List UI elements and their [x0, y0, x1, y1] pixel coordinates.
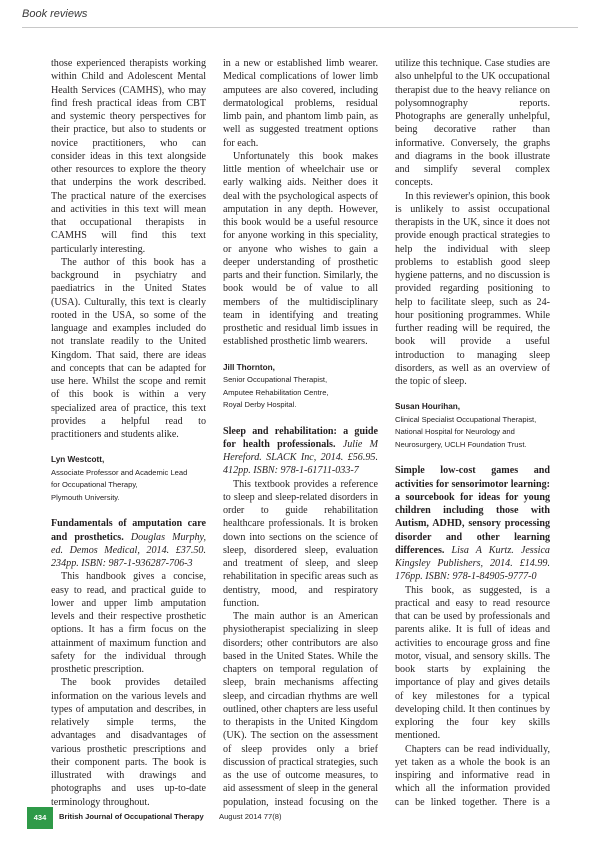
journal-name: British Journal of Occupational Therapy [59, 812, 204, 821]
reviewer-affiliation-line: Neurosurgery, UCLH Foundation Trust. [395, 439, 527, 449]
book-title: Fundamentals of amputation care and prosthetics. [51, 518, 206, 543]
book-details: Lisa A Kurtz. Jessica Kingsley Publishers, 2014. £14.99. 176pp. ISBN: 978-1-84905-9777-0 [395, 544, 550, 583]
spacer [223, 412, 378, 425]
reviewer-name: Susan Hourihan, [395, 402, 461, 412]
book-details: Julie M Hereford. SLACK Inc, 2014. £56.95. 412pp. ISBN: 978-1-61711-033-7 [223, 438, 378, 477]
reviewer-affiliation-line: National Hospital for Neurology and [395, 427, 515, 437]
reviewer-signature [395, 401, 550, 451]
text-column-3 [395, 57, 550, 809]
book-title: Sleep and rehabilitation: a guide for health professionals. [223, 425, 378, 450]
paragraph: The author of this book has a background in psychiatry and paediatrics in the United States (USA). Culturally, this text is clearly rooted in the USA, so some of the language and examples included do not translate readily to the United Kingdom. That said, there are ideas and concepts that can be adapted for use here. Whilst the scope and remit of this book is within a very specialized area of practice, this text provides a helpful read to practitioners and students alike. [51, 256, 206, 440]
reviewer-affiliation-line: Associate Professor and Academic Lead [51, 467, 188, 477]
reviewer-affiliation-line: for Occupational Therapy, [51, 480, 138, 490]
paragraph: in a new or established limb wearer. Medical complications of lower limb amputees are also covered, including dermatological problems, residual limb pain, and phantom limb pain, as well as suggested treatment options for each. [223, 58, 378, 149]
header-divider [22, 27, 578, 28]
reviewer-name: Lyn Westcott, [51, 455, 105, 465]
paragraph: This handbook gives a concise, easy to read, and practical guide to lower and upper limb amputation levels and their respective prosthetic options. It has a firm focus on the attainment of maximum function and safety for the individual through prosthetic prescription. [51, 571, 206, 675]
reviewer-affiliation-line: Royal Derby Hospital. [223, 400, 297, 409]
review-heading [395, 464, 550, 583]
paragraph: This book, as suggested, is a practical and easy to read resource that can be used by professionals and parents alike. It is full of ideas and activities to encourage gross and fine motor, visual, and sensory skills. The book starts by explaining the importance of play and gives details of key milestones for a typical developing child. It then continues by exploring the four key skills mentioned. [395, 584, 550, 742]
review-heading [51, 517, 206, 570]
running-header [22, 5, 578, 31]
spacer [51, 441, 206, 454]
text-column-1 [51, 57, 206, 809]
book-title: Simple low-cost games and activities for sensorimotor learning: a sourcebook for ideas for young children including those with Autism, ADHD, sensory processing disorder and other learning differences. [395, 465, 550, 556]
spacer [51, 504, 206, 517]
reviewer-signature [223, 362, 378, 412]
page-number: 434 [27, 807, 53, 829]
paragraph: those experienced therapists working within Child and Adolescent Mental Health Services (CAMHS), who may find fresh practical ideas from CBT and systemic theory perspectives for their practice, but also to students or novice practitioners, who can consider ideas in this text alongside other resources to explore the theory that underpins the work described. The practical nature of the exercises and activities in this text will mean that occupational therapists in CAMHS will find this text particularly interesting. [51, 58, 206, 255]
spacer [395, 388, 550, 401]
paragraph: Chapters can be read individually, yet taken as a whole the book is an inspiring and informative read in which all the information provided can be linked together. There is a [395, 743, 550, 808]
paragraph: Unfortunately this book makes little mention of wheelchair use or early walking aids. Neither does it deal with the psychological aspects of amputation in any depth. However, this book would be a useful resource for anyone working in this speciality, or anyone who wishes to gain a deeper understanding of prosthetic parts and their function. Similarly, the book would be of value to all members of the multidisciplinary team in identifying and treating prosthetic and residual limb issues in established prosthetic limb wearers. [223, 150, 378, 348]
page-footer [27, 807, 567, 829]
paragraph: This textbook provides a reference to sleep and sleep-related disorders in order to guide rehabilitation healthcare professionals. It is broken down into sections on the science of sleep, disordered sleep, evaluation and treatment of sleep, and sleep rehabilitation in specific areas such as dentistry, mood, and respiratory function. [223, 478, 378, 609]
issue-info: August 2014 77(8) [219, 812, 282, 821]
paragraph: In this reviewer's opinion, this book is unlikely to assist occupational therapists in the UK, since it does not provide enough practical strategies to help the individual with sleep problems to establish good sleep hygiene patterns, and no discussion is provided regarding positioning to help to facilitate sleep, such as 24-hour positioning programmes. While further reading will be required, the book will provide a useful introduction to managing sleep disorders, as well as an overview of the topic of sleep. [395, 190, 550, 387]
paragraph: The main author is an American physiotherapist specializing in sleep disorders; other contributors are also based in the United States. While the chapters on temporal regulation of sleep, brain mechanisms affecting sleep, and circadian rhythms are well outlined, other chapters are less useful to therapists in the United Kingdom (UK). The section on the assessment of sleep provides only a brief discussion of practical strategies, such as the use of outcome measures, to aid assessment of sleep in the general population, instead focusing on the [223, 611, 378, 808]
spacer [223, 349, 378, 362]
review-heading [223, 425, 378, 478]
paragraph: The book provides detailed information on the various levels and types of amputation and describes, in relatively simple terms, the advantages and disadvantages of various prosthetic prescriptions and their component parts. The book is illustrated with drawings and photographs and uses up-to-date terminology throughout. [51, 677, 206, 808]
text-column-2 [223, 57, 378, 809]
section-title: Book reviews [22, 8, 88, 20]
reviewer-affiliation-line: Amputee Rehabilitation Centre, [223, 387, 329, 397]
reviewer-affiliation-line: Plymouth University. [51, 492, 120, 502]
reviewer-affiliation-line: Senior Occupational Therapist, [223, 375, 328, 384]
spacer [395, 451, 550, 464]
reviewer-name: Jill Thornton, [223, 362, 275, 372]
reviewer-affiliation-line: Clinical Specialist Occupational Therapist, [395, 414, 537, 424]
book-details: Douglas Murphy, ed. Demos Medical, 2014. £37.50. 234pp. ISBN: 987-1-936287-706-3 [51, 531, 206, 569]
paragraph: utilize this technique. Case studies are also unhelpful to the UK occupational therapist due to the heavy reliance on polysomnography reports. Photographs are generally unhelpful, being decorative rather than informative. Conversely, the graphs and diagrams in the book illustrate and simplify several complex concepts. [395, 58, 550, 189]
reviewer-signature [51, 454, 206, 504]
